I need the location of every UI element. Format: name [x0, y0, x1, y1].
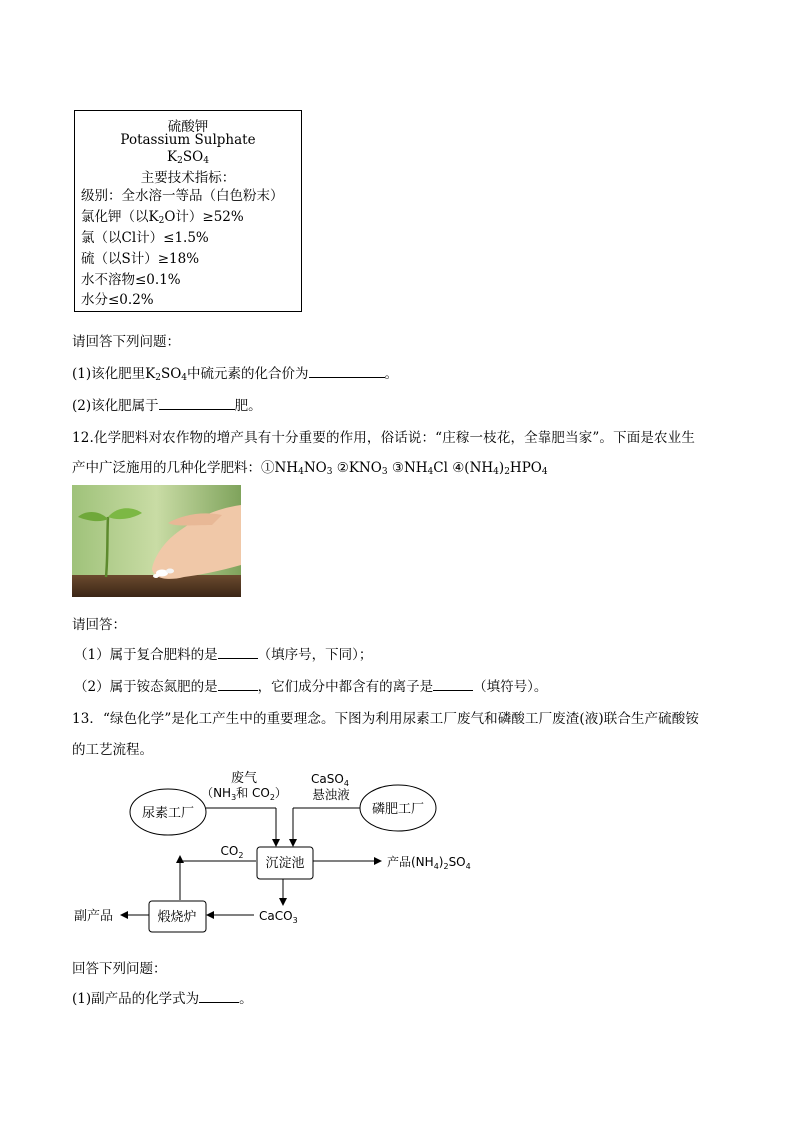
answer-blank[interactable]: [199, 988, 239, 1003]
q12-text-2: 产中广泛施用的几种化学肥料：$①NH_4NO_3$ $②KNO_3$ $③NH_4Cl$ $④(NH_4)_2HPO_4$: [72, 460, 548, 477]
byproduct-label: 副产品: [74, 909, 114, 924]
waste-gas-composition: （$NH_3$和 $CO_2$）: [201, 786, 287, 802]
caco3-label: CaCO$_3$: [259, 909, 298, 925]
caso4-label: CaSO$_4$: [311, 772, 349, 788]
urea-factory-label: 尿素工厂: [141, 806, 195, 821]
label-moisture: 水分≤0.2%: [81, 292, 154, 308]
label-grade: 级别：全水溶一等品（白色粉末）: [81, 188, 284, 204]
label-title-en: Potassium Sulphate: [120, 132, 256, 148]
label-spec-title: 主要技术指标：: [140, 170, 236, 186]
waste-gas-label: 废气: [230, 771, 258, 786]
product-label: 产品$(NH_4)_2SO_4$: [387, 855, 471, 871]
q13-text-2: 的工艺流程。: [72, 742, 153, 758]
q11-prompt: 请回答下列问题：: [72, 334, 180, 350]
suspension-label: 悬浊液: [312, 787, 350, 802]
phosphate-factory-label: 磷肥工厂: [371, 802, 425, 817]
furnace-label: 煅烧炉: [157, 910, 197, 925]
q11-part2: (2)该化肥属于 肥。: [72, 394, 262, 414]
label-insoluble: 水不溶物≤0.1%: [81, 272, 181, 288]
settling-tank-label: 沉淀池: [265, 856, 305, 871]
q12-text-1: 12.化学肥料对农作物的增产具有十分重要的作用，俗话说：“庄稼一枝花，全靠肥当家”。下面是农业生: [72, 430, 695, 446]
q13-part1: (1)副产品的化学式为 。: [72, 987, 253, 1007]
label-formula: $K_2SO_4$: [167, 149, 209, 166]
label-title-cn: 硫酸钾: [167, 119, 209, 135]
co2-label: $CO_2$: [220, 844, 244, 860]
label-k2o: 氯化钾（以$K_2O$计）≥52%: [81, 209, 244, 226]
q13-prompt: 回答下列问题：: [72, 961, 167, 977]
label-chlorine: 氯（以Cl计）≤1.5%: [81, 230, 209, 246]
label-sulfur: 硫（以S计）≥18%: [81, 251, 200, 267]
q13-text-1: 13．“绿色化学”是化工产生中的重要理念。下图为利用尿素工厂废气和磷酸工厂废渣(液)联合生产硫酸铵: [72, 711, 699, 727]
q12-prompt: 请回答：: [72, 617, 126, 633]
q11-part1: (1)该化肥里$K_2SO_4$中硫元素的化合价为 。: [72, 362, 398, 383]
q12-part1: （1）属于复合肥料的是 （填序号，下同）；: [74, 643, 372, 663]
q12-part2: （2）属于铵态氮肥的是 ，它们成分中都含有的离子是 （填符号）。: [74, 675, 547, 695]
